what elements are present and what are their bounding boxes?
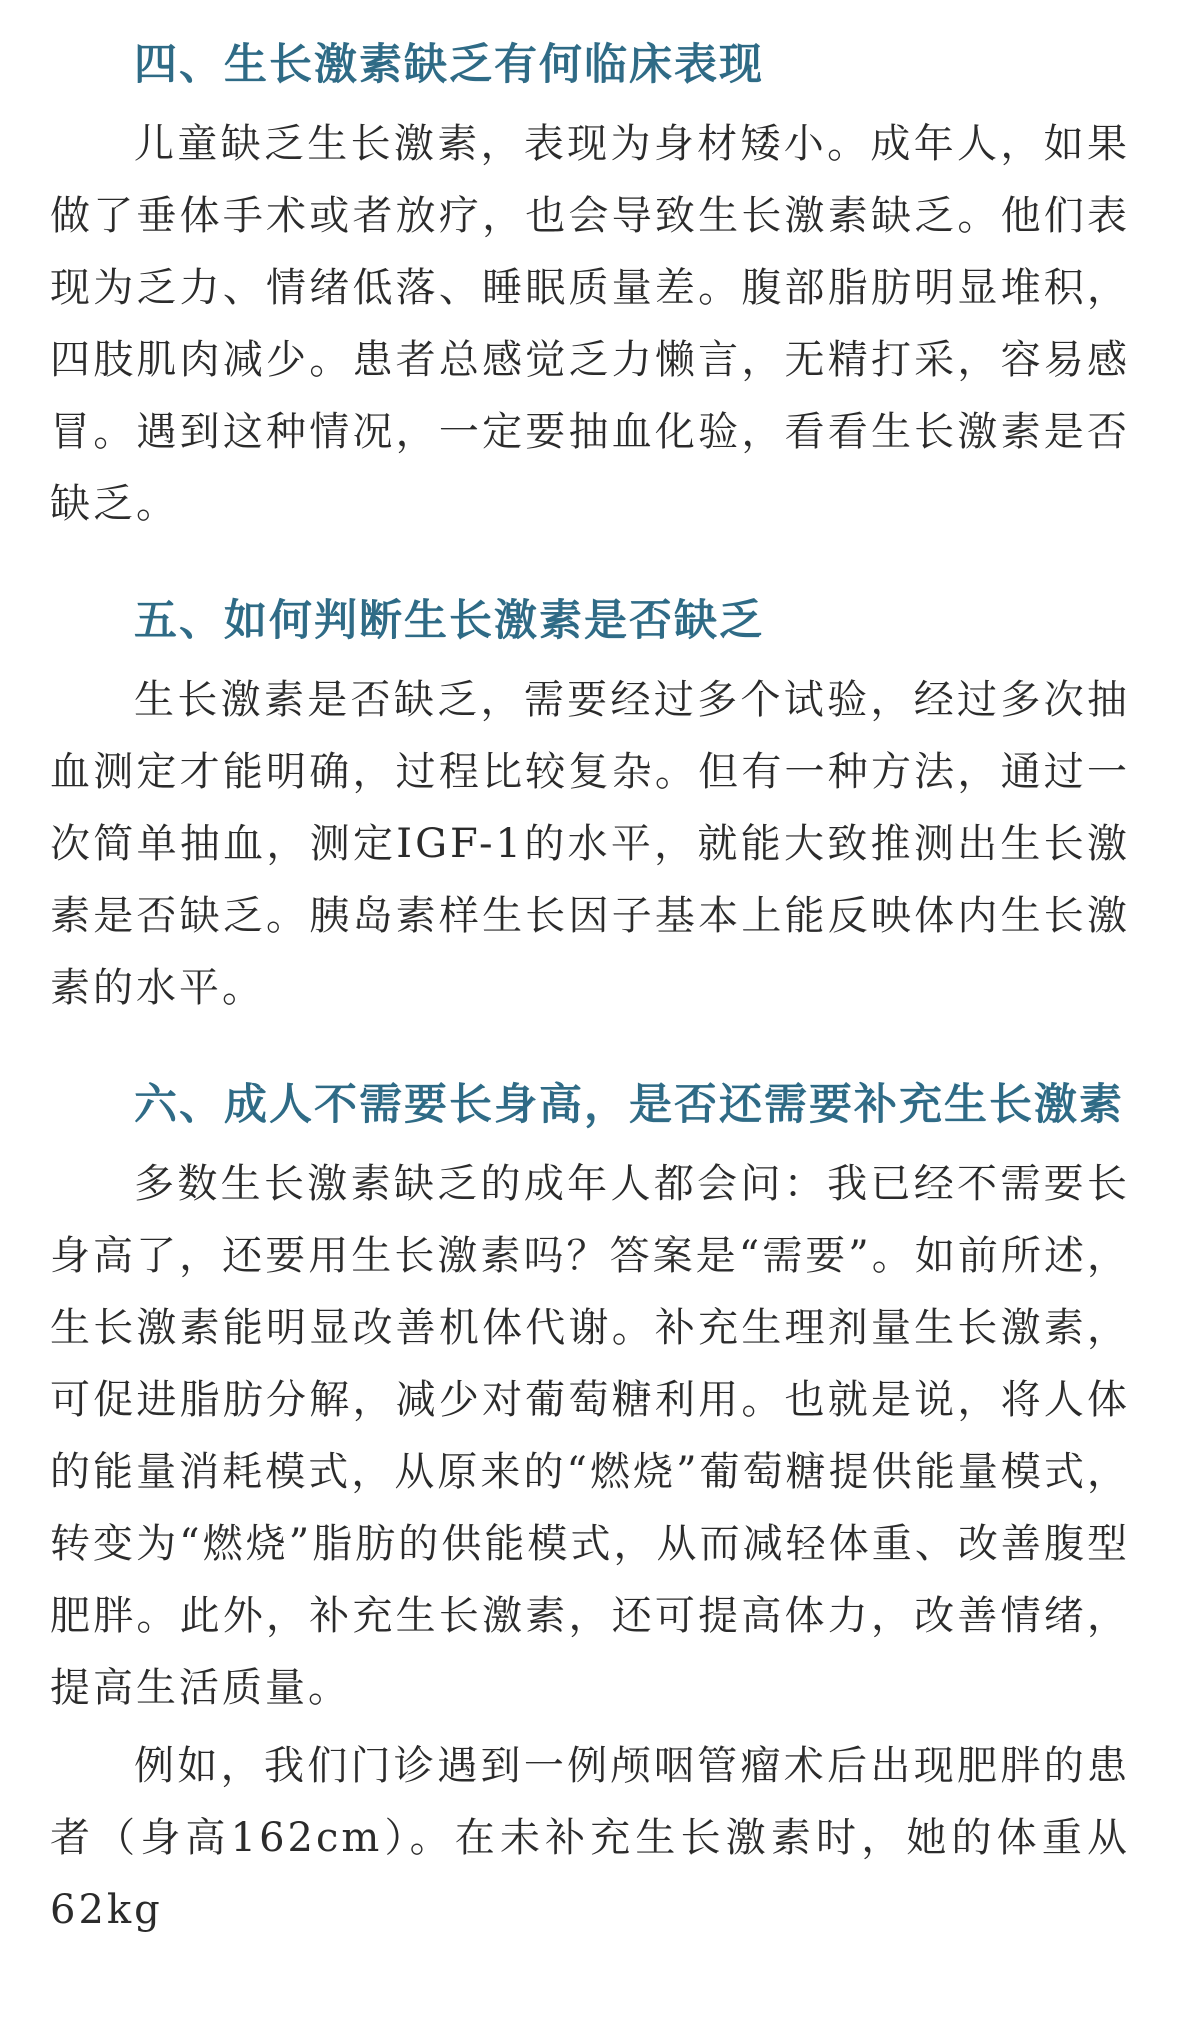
section-heading-6: 六、成人不需要长身高，是否还需要补充生长激素 — [134, 1080, 1124, 1130]
section-6-paragraph-2: 例如，我们门诊遇到一例颅咽管瘤术后出现肥胖的患者（身高162cm）。在未补充生长激素时，她的体重从62kg — [50, 1743, 1130, 1933]
article-page — [50, 30, 1130, 1946]
section-4-paragraph: 儿童缺乏生长激素，表现为身材矮小。成年人，如果做了垂体手术或者放疗，也会导致生长激素缺乏。他们表现为乏力、情绪低落、睡眠质量差。腹部脂肪明显堆积，四肢肌肉减少。患者总感觉乏力懒言，无精打采，容易感冒。遇到这种情况，一定要抽血化验，看看生长激素是否缺乏。 — [50, 121, 1130, 527]
section-5-paragraph: 生长激素是否缺乏，需要经过多个试验，经过多次抽血测定才能明确，过程比较复杂。但有一种方法，通过一次简单抽血，测定IGF-1的水平，就能大致推测出生长激素是否缺乏。胰岛素样生长因子基本上能反映体内生长激素的水平。 — [50, 677, 1130, 1011]
section-heading-5: 五、如何判断生长激素是否缺乏 — [134, 596, 764, 646]
section-heading-4: 四、生长激素缺乏有何临床表现 — [134, 40, 764, 90]
section-6-paragraph-1: 多数生长激素缺乏的成年人都会问：我已经不需要长身高了，还要用生长激素吗？答案是“需要”。如前所述，生长激素能明显改善机体代谢。补充生理剂量生长激素，可促进脂肪分解，减少对葡萄糖利用。也就是说，将人体的能量消耗模式，从原来的“燃烧”葡萄糖提供能量模式，转变为“燃烧”脂肪的供能模式，从而减轻体重、改善腹型肥胖。此外，补充生长激素，还可提高体力，改善情绪，提高生活质量。 — [50, 1161, 1130, 1711]
